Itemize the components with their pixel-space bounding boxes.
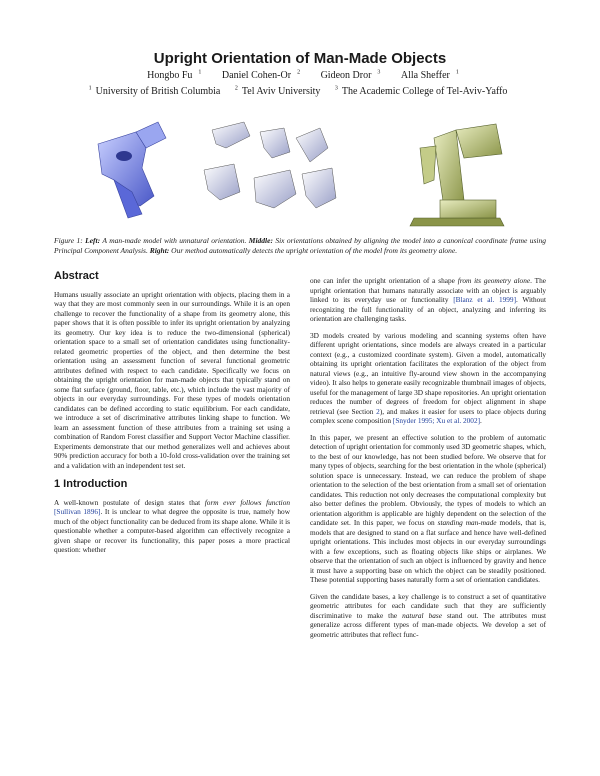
- figure-caption: Figure 1: Left: A man-made model with unnatural orientation. Middle: Six orientations obtained by aligning the model into a canonical coordinate frame using Principal Component Analysis. Right: Our method automatically detects the upright orientation of the model from its geometry alone.: [54, 236, 546, 255]
- body-paragraph: 3D models created by various modeling and scanning systems often have different upright orientations, since models are always created in a particular context (e.g., a customized coordinate system). Given a model, automatically obtaining its upright orientation facilitates the exploration of the object from natural views (e.g., an intuitive fly-around view shown in the accompanying video). It also helps to generate easily recognizable thumbnail images of objects, useful for the management of large 3D shape repositories. An upright orientation reduces the number of degrees of freedom for object alignment in shape retrieval (see Section 2), and makes it easier for users to place objects during complex scene composition [Snyder 1995; Xu et al. 2002].: [310, 330, 546, 425]
- left-model-unnatural: [98, 122, 166, 218]
- right-model-upright: [410, 124, 504, 226]
- author-list: [0, 70, 600, 81]
- author: Hongbo Fu $^1$: [147, 69, 202, 81]
- affiliation: $^3$ The Academic College of Tel-Aviv-Yaffo: [334, 85, 508, 97]
- teaser-figure: [84, 108, 516, 230]
- abstract-body: Humans usually associate an upright orientation with objects, placing them in a way that they are most commonly seen in our surroundings. While it is an open challenge to recover the functionality of a shape from its geometry alone, this paper shows that it is often possible to infer its upright orientation by analyzing its geometry. Our key idea is to reduce the two-dimensional (spherical) orientation space to a small set of orientation candidates using functionality-related geometric properties of the object, and then determine the best orientation using an assessment function of several functional geometric attributes defined with respect to each candidate. Specifically we focus on obtaining the upright orientation for man-made objects that typically stand on some flat surface (ground, floor, table, etc.), which include the vast majority of objects in our everyday surroundings. For these types of models orientation candidates can be defined according to static equilibrium. For each candidate, we introduce a set of discriminative attributes linking shape to function. We learn an assessment function of these attributes from a training set using a combination of Random Forest classifier and Support Vector Machine classifier. Experiments demonstrate that our method generalizes well and achieves about 90% prediction accuracy for both a 10-fold cross-validation over the training set and a validation with an independent test set.: [54, 289, 290, 470]
- affiliation: $^1$ University of British Columbia: [88, 85, 221, 97]
- affiliation-list: [0, 86, 600, 97]
- right-column: [310, 276, 546, 646]
- intro-paragraph: A well-known postulate of design states that form ever follows function [Sullivan 1896]. It is unclear to what degree the opposite is true, namely how much of the object functionality can be deduced from its shape alone. While it is questionable whether a computer-based algorithm can effectively recognize a given shape or recover its functionality, this paper poses a more practical question: whether: [54, 497, 290, 554]
- abstract-heading: Abstract: [54, 270, 99, 282]
- author: Alla Sheffer $^1$: [400, 69, 459, 81]
- author: Gideon Dror $^3$: [320, 69, 381, 81]
- paper-title: Upright Orientation of Man-Made Objects: [153, 50, 447, 67]
- body-paragraph: Given the candidate bases, a key challenge is to construct a set of quantitative geometric attributes for each candidate such that they are sufficiently discriminative to make the natural base stand out. The attributes must generalize across different types of man-made objects. We develop a set of geometric attributes that reflect func-: [310, 591, 547, 639]
- section-link[interactable]: 2: [376, 406, 380, 416]
- body-paragraph: one can infer the upright orientation of a shape from its geometry alone. The upright orientation that humans naturally associate with an object is arguably linked to its everyday use or functionality [Blanz et al. 1999]. Without recognizing the full functionality of an object, analyzing and inferring its orientation are challenging tasks.: [310, 276, 546, 323]
- introduction-heading: 1 Introduction: [54, 478, 128, 490]
- citation-link[interactable]: [Snyder 1995; Xu et al. 2002]: [392, 416, 481, 425]
- citation-link[interactable]: [Sullivan 1896]: [54, 507, 101, 516]
- body-paragraph: In this paper, we present an effective solution to the problem of automatic detection of upright orientation for commonly used 3D geometric shapes, which, to the best of our knowledge, has not been studied before. We observe that for many types of objects, searching for the best orientation in the whole (spherical) solution space is unnecessary. Instead, we can reduce the problem of shape orientation to the selection of the best orientation from a small set of orientation candidates. This reduction not only decreases the computational complexity but also better defines the problem. Obviously, the types of models to which an orientation algorithm is applicable are highly dependent on the selection of the candidate set. In this paper, we focus on standing man-made models, that is, models that are designed to stand on a flat surface and hence have well-defined upright orientations. This includes most objects in our everyday surroundings with a few exceptions, such as floating objects like ships or airplanes. We observe that the orientation of such an object is influenced by gravity and hence it must have a supporting base on which the object can be steadily positioned. These potential supporting bases naturally form a set of orientation candidates.: [310, 432, 546, 584]
- left-column: [54, 272, 290, 562]
- affiliation: $^2$ Tel Aviv University: [234, 85, 321, 97]
- author: Daniel Cohen-Or $^2$: [221, 69, 301, 81]
- middle-six-orientations: [204, 122, 336, 208]
- citation-link[interactable]: [Blanz et al. 1999]: [453, 295, 517, 304]
